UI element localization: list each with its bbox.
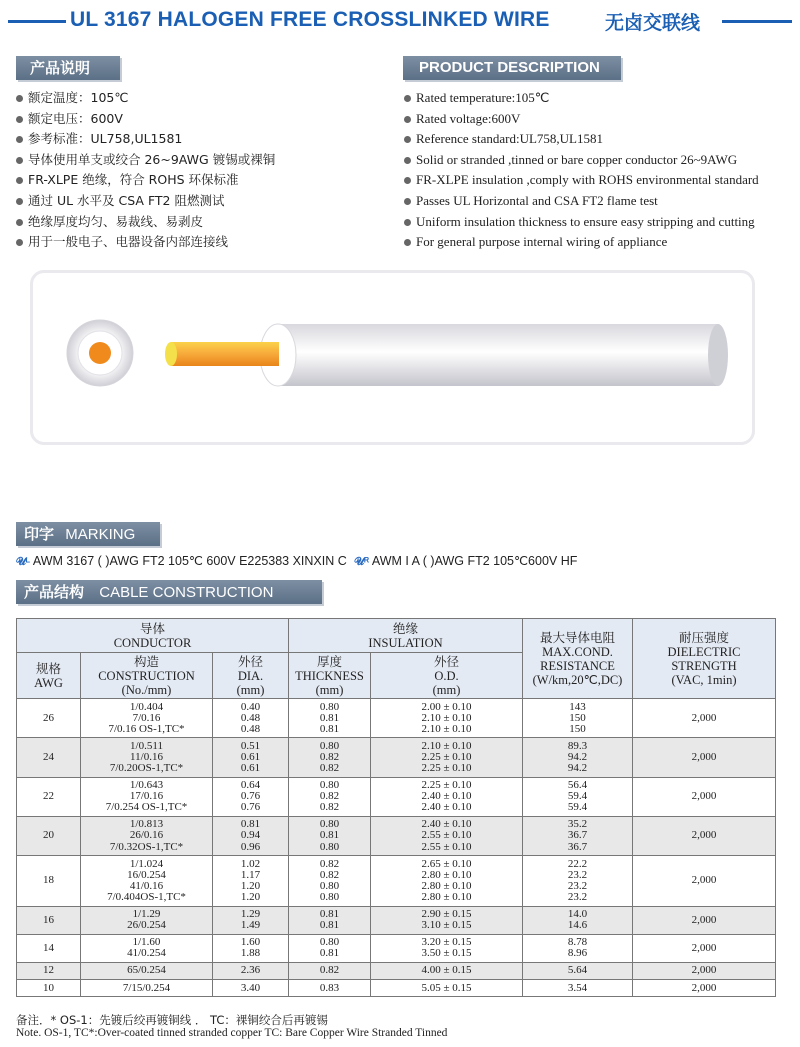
resistance-cell-line: 36.7 bbox=[567, 840, 588, 853]
od-cell-line: 3.20 ± 0.15 bbox=[421, 936, 472, 949]
construction-cell-line: 1/0.813 bbox=[129, 818, 164, 831]
construction-cell-line: 1/1.29 bbox=[132, 908, 161, 921]
section-heading-desc-cn: 产品说明 bbox=[16, 56, 120, 80]
construction-cell-line: 1/0.511 bbox=[130, 739, 163, 752]
thickness-cell bbox=[289, 934, 371, 962]
construction-heading-en: CABLE CONSTRUCTION bbox=[99, 584, 274, 601]
ul-listed-mark-icon: 𝓤ᴸ bbox=[16, 556, 31, 568]
thickness-cell-line: 0.81 bbox=[319, 947, 340, 960]
dia-cell bbox=[213, 856, 289, 906]
construction-cell-line: 1/0.404 bbox=[129, 700, 164, 713]
resistance-cell bbox=[523, 777, 633, 816]
dia-cell-line: 0.64 bbox=[240, 779, 261, 792]
awg-cell: 20 bbox=[17, 816, 81, 855]
section-heading-desc-en: PRODUCT DESCRIPTION bbox=[403, 56, 621, 80]
desc-cn-item: 额定电压：600V bbox=[14, 109, 275, 130]
thickness-cell-line: 0.82 bbox=[319, 868, 340, 881]
thickness-cell-line: 0.81 bbox=[319, 722, 340, 735]
resistance-cell-line: 23.2 bbox=[567, 890, 588, 903]
note-en: Note. OS-1, TC*:Over-coated tinned stranded copper TC: Bare Copper Wire Stranded Tinned bbox=[16, 1027, 448, 1039]
resistance-cell-line: 36.7 bbox=[567, 829, 588, 842]
dia-cell-line: 1.17 bbox=[240, 868, 261, 881]
resistance-cell bbox=[523, 699, 633, 738]
construction-cell-line: 1/0.643 bbox=[129, 779, 164, 792]
dia-cell-line: 0.81 bbox=[240, 818, 261, 831]
construction-cell bbox=[81, 699, 213, 738]
od-cell-line: 2.55 ± 0.10 bbox=[421, 829, 472, 842]
desc-list-en bbox=[402, 88, 759, 253]
dia-cell-line: 0.61 bbox=[240, 750, 261, 763]
page-title: UL 3167 HALOGEN FREE CROSSLINKED WIRE bbox=[70, 8, 550, 31]
construction-cell-line: 41/0.16 bbox=[129, 879, 164, 892]
thickness-cell bbox=[289, 906, 371, 934]
awg-cell: 22 bbox=[17, 777, 81, 816]
desc-cn-item: 通过 UL 水平及 CSA FT2 阻燃测试 bbox=[14, 191, 275, 212]
awg-cell: 26 bbox=[17, 699, 81, 738]
dia-cell-line: 0.76 bbox=[240, 801, 261, 814]
dia-cell bbox=[213, 934, 289, 962]
table-row bbox=[17, 699, 776, 738]
dia-cell-line: 0.61 bbox=[240, 761, 261, 774]
od-cell-line: 2.25 ± 0.10 bbox=[421, 779, 472, 792]
desc-en-item: Rated temperature:105℃ bbox=[402, 88, 759, 109]
resistance-cell-line: 150 bbox=[569, 722, 586, 735]
desc-cn-item: 用于一般电子、电器设备内部连接线 bbox=[14, 232, 275, 253]
thickness-header: 厚度 THICKNESS (mm) bbox=[289, 653, 371, 699]
od-header: 外径 O.D. (mm) bbox=[371, 653, 523, 699]
od-cell bbox=[371, 906, 523, 934]
resistance-header: 最大导体电阻 MAX.COND. RESISTANCE (W/km,20℃,DC) bbox=[523, 619, 633, 699]
construction-cell bbox=[81, 856, 213, 906]
wire-side-view bbox=[165, 324, 728, 386]
od-cell-line: 3.10 ± 0.15 bbox=[421, 919, 472, 932]
dia-cell bbox=[213, 699, 289, 738]
od-cell-line: 2.80 ± 0.10 bbox=[421, 879, 472, 892]
dia-cell-line: 0.48 bbox=[240, 711, 261, 724]
thickness-cell-line: 0.80 bbox=[319, 700, 340, 713]
thickness-cell-line: 0.82 bbox=[319, 964, 340, 977]
desc-cn-item: 参考标准：UL758,UL1581 bbox=[14, 129, 275, 150]
desc-en-item: Solid or stranded ,tinned or bare copper conductor 26~9AWG bbox=[402, 150, 759, 171]
thickness-cell bbox=[289, 856, 371, 906]
resistance-cell-line: 94.2 bbox=[567, 761, 588, 774]
page-title-cn: 无卤交联线 bbox=[605, 12, 701, 34]
resistance-cell-line: 89.3 bbox=[567, 739, 588, 752]
resistance-cell-line: 14.0 bbox=[567, 908, 588, 921]
wire-drawing bbox=[33, 273, 752, 442]
thickness-cell-line: 0.82 bbox=[319, 801, 340, 814]
resistance-cell-line: 94.2 bbox=[567, 750, 588, 763]
desc-list-cn bbox=[14, 88, 275, 253]
dielectric-cell: 2,000 bbox=[633, 934, 776, 962]
desc-en-item: Rated voltage:600V bbox=[402, 109, 759, 130]
awg-cell: 24 bbox=[17, 738, 81, 777]
construction-cell-line: 17/0.16 bbox=[129, 790, 164, 803]
thickness-cell-line: 0.81 bbox=[319, 829, 340, 842]
ul-recognized-mark-icon: 𝓤ᴿ bbox=[354, 556, 370, 568]
dia-header: 外径 DIA. (mm) bbox=[213, 653, 289, 699]
thickness-cell bbox=[289, 777, 371, 816]
table-row bbox=[17, 980, 776, 997]
thickness-cell-line: 0.81 bbox=[319, 908, 340, 921]
od-cell-line: 2.65 ± 0.10 bbox=[421, 857, 472, 870]
dia-cell bbox=[213, 962, 289, 979]
desc-en-item: FR-XLPE insulation ,comply with ROHS environmental standard bbox=[402, 170, 759, 191]
construction-cell-line: 7/0.16 OS-1,TC* bbox=[108, 722, 185, 735]
od-cell-line: 2.90 ± 0.15 bbox=[421, 908, 472, 921]
construction-col-header: 构造 CONSTRUCTION (No./mm) bbox=[81, 653, 213, 699]
thickness-cell-line: 0.81 bbox=[319, 711, 340, 724]
resistance-cell-line: 35.2 bbox=[567, 818, 588, 831]
dia-cell-line: 1.60 bbox=[240, 936, 261, 949]
construction-cell bbox=[81, 962, 213, 979]
thickness-cell bbox=[289, 699, 371, 738]
dia-cell-line: 3.40 bbox=[240, 981, 261, 994]
table-row bbox=[17, 738, 776, 777]
thickness-cell bbox=[289, 962, 371, 979]
thickness-cell-line: 0.80 bbox=[319, 739, 340, 752]
od-cell-line: 2.10 ± 0.10 bbox=[421, 711, 472, 724]
od-cell-line: 4.00 ± 0.15 bbox=[421, 964, 472, 977]
title-rule-left bbox=[8, 20, 66, 23]
resistance-cell-line: 3.54 bbox=[567, 981, 588, 994]
page-header bbox=[0, 6, 800, 36]
od-cell-line: 2.40 ± 0.10 bbox=[421, 818, 472, 831]
resistance-cell-line: 143 bbox=[569, 700, 586, 713]
dielectric-cell: 2,000 bbox=[633, 738, 776, 777]
dielectric-cell: 2,000 bbox=[633, 980, 776, 997]
resistance-cell bbox=[523, 934, 633, 962]
od-cell-line: 2.10 ± 0.10 bbox=[421, 739, 472, 752]
dia-cell-line: 0.51 bbox=[240, 739, 261, 752]
dia-cell bbox=[213, 738, 289, 777]
od-cell bbox=[371, 980, 523, 997]
resistance-cell-line: 56.4 bbox=[567, 779, 588, 792]
resistance-cell-line: 22.2 bbox=[567, 857, 588, 870]
awg-cell: 10 bbox=[17, 980, 81, 997]
dia-cell-line: 0.48 bbox=[240, 722, 261, 735]
od-cell bbox=[371, 699, 523, 738]
thickness-cell-line: 0.82 bbox=[319, 857, 340, 870]
dielectric-cell: 2,000 bbox=[633, 906, 776, 934]
desc-en-item: Uniform insulation thickness to ensure easy stripping and cutting bbox=[402, 212, 759, 233]
table-row bbox=[17, 962, 776, 979]
thickness-cell-line: 0.81 bbox=[319, 919, 340, 932]
od-cell bbox=[371, 962, 523, 979]
od-cell-line: 2.10 ± 0.10 bbox=[421, 722, 472, 735]
desc-en-item: For general purpose internal wiring of appliance bbox=[402, 232, 759, 253]
dia-cell-line: 1.88 bbox=[240, 947, 261, 960]
section-heading-construction bbox=[16, 580, 322, 604]
dia-cell-line: 1.20 bbox=[240, 890, 261, 903]
construction-cell-line: 1/1.60 bbox=[132, 936, 161, 949]
od-cell-line: 3.50 ± 0.15 bbox=[421, 947, 472, 960]
dielectric-cell: 2,000 bbox=[633, 962, 776, 979]
od-cell bbox=[371, 856, 523, 906]
construction-cell bbox=[81, 906, 213, 934]
od-cell-line: 2.40 ± 0.10 bbox=[421, 790, 472, 803]
resistance-cell-line: 5.64 bbox=[567, 964, 588, 977]
marking-text-1: AWM 3167 ( )AWG FT2 105℃ 600V E225383 XINXIN C bbox=[32, 554, 347, 568]
dia-cell-line: 1.29 bbox=[240, 908, 261, 921]
table-row bbox=[17, 906, 776, 934]
dia-cell bbox=[213, 980, 289, 997]
awg-cell: 14 bbox=[17, 934, 81, 962]
construction-cell bbox=[81, 934, 213, 962]
dia-cell-line: 1.49 bbox=[240, 919, 261, 932]
construction-cell-line: 16/0.254 bbox=[127, 868, 166, 881]
construction-cell-line: 7/0.20OS-1,TC* bbox=[109, 761, 184, 774]
cross-section-icon bbox=[67, 320, 133, 386]
desc-en-item: Reference standard:UL758,UL1581 bbox=[402, 129, 759, 150]
construction-cell bbox=[81, 777, 213, 816]
marking-heading-cn: 印字 bbox=[24, 525, 55, 543]
dia-cell bbox=[213, 777, 289, 816]
construction-cell bbox=[81, 980, 213, 997]
thickness-cell-line: 0.82 bbox=[319, 761, 340, 774]
construction-cell-line: 26/0.16 bbox=[129, 829, 164, 842]
thickness-cell-line: 0.82 bbox=[319, 750, 340, 763]
construction-cell-line: 7/0.404OS-1,TC* bbox=[107, 890, 186, 903]
thickness-cell-line: 0.80 bbox=[319, 840, 340, 853]
resistance-cell-line: 59.4 bbox=[567, 790, 588, 803]
thickness-cell-line: 0.80 bbox=[319, 779, 340, 792]
resistance-cell-line: 14.6 bbox=[567, 919, 588, 932]
od-cell-line: 2.80 ± 0.10 bbox=[421, 868, 472, 881]
resistance-cell bbox=[523, 962, 633, 979]
dielectric-cell: 2,000 bbox=[633, 816, 776, 855]
desc-cn-item: 绝缘厚度均匀、易裁线、易剥皮 bbox=[14, 212, 275, 233]
od-cell bbox=[371, 738, 523, 777]
thickness-cell-line: 0.80 bbox=[319, 879, 340, 892]
thickness-cell bbox=[289, 980, 371, 997]
construction-cell bbox=[81, 738, 213, 777]
construction-cell bbox=[81, 816, 213, 855]
construction-cell-line: 7/0.16 bbox=[132, 711, 161, 724]
awg-cell: 18 bbox=[17, 856, 81, 906]
dielectric-cell: 2,000 bbox=[633, 699, 776, 738]
marking-heading-en: MARKING bbox=[65, 526, 136, 543]
construction-cell-line: 1/1.024 bbox=[129, 857, 164, 870]
resistance-cell-line: 8.96 bbox=[567, 947, 588, 960]
thickness-cell-line: 0.80 bbox=[319, 818, 340, 831]
construction-cell-line: 7/0.254 OS-1,TC* bbox=[105, 801, 188, 814]
thickness-cell-line: 0.80 bbox=[319, 936, 340, 949]
desc-cn-item: 导体使用单支或绞合 26~9AWG 镀锡或裸铜 bbox=[14, 150, 275, 171]
od-cell bbox=[371, 934, 523, 962]
dia-cell-line: 0.96 bbox=[240, 840, 261, 853]
table-row bbox=[17, 777, 776, 816]
dia-cell-line: 0.40 bbox=[240, 700, 261, 713]
thickness-cell bbox=[289, 738, 371, 777]
construction-cell-line: 7/0.32OS-1,TC* bbox=[109, 840, 184, 853]
resistance-cell-line: 23.2 bbox=[567, 868, 588, 881]
conductor-header: 导体 CONDUCTOR bbox=[17, 619, 289, 653]
dia-cell bbox=[213, 906, 289, 934]
dia-cell-line: 0.94 bbox=[240, 829, 261, 842]
marking-text-2: AWM I A ( )AWG FT2 105℃600V HF bbox=[371, 554, 578, 568]
insulation-header: 绝缘 INSULATION bbox=[289, 619, 523, 653]
thickness-cell-line: 0.80 bbox=[319, 890, 340, 903]
od-cell-line: 2.00 ± 0.10 bbox=[421, 700, 472, 713]
dia-cell-line: 1.02 bbox=[240, 857, 261, 870]
resistance-cell-line: 59.4 bbox=[567, 801, 588, 814]
dia-cell-line: 0.76 bbox=[240, 790, 261, 803]
construction-cell-line: 11/0.16 bbox=[130, 750, 163, 763]
od-cell-line: 5.05 ± 0.15 bbox=[421, 981, 472, 994]
dia-cell-line: 1.20 bbox=[240, 879, 261, 892]
table-row bbox=[17, 816, 776, 855]
table-row bbox=[17, 856, 776, 906]
dielectric-cell: 2,000 bbox=[633, 777, 776, 816]
cable-construction-table bbox=[16, 618, 776, 997]
resistance-cell bbox=[523, 980, 633, 997]
awg-cell: 16 bbox=[17, 906, 81, 934]
resistance-cell bbox=[523, 816, 633, 855]
awg-cell: 12 bbox=[17, 962, 81, 979]
resistance-cell bbox=[523, 856, 633, 906]
construction-cell-line: 7/15/0.254 bbox=[122, 981, 171, 994]
resistance-cell-line: 8.78 bbox=[567, 936, 588, 949]
resistance-cell-line: 150 bbox=[569, 711, 586, 724]
thickness-cell-line: 0.82 bbox=[319, 790, 340, 803]
note-cn: 备注．* OS-1：先镀后绞再镀铜线 ． TC：裸铜绞合后再镀锡 bbox=[16, 1013, 328, 1027]
desc-cn-item: 额定温度：105℃ bbox=[14, 88, 275, 109]
thickness-cell bbox=[289, 816, 371, 855]
desc-en-item: Passes UL Horizontal and CSA FT2 flame test bbox=[402, 191, 759, 212]
od-cell-line: 2.25 ± 0.10 bbox=[421, 761, 472, 774]
od-cell-line: 2.40 ± 0.10 bbox=[421, 801, 472, 814]
wire-illustration bbox=[30, 270, 755, 445]
thickness-cell-line: 0.83 bbox=[319, 981, 340, 994]
title-rule-right bbox=[722, 20, 792, 23]
resistance-cell-line: 23.2 bbox=[567, 879, 588, 892]
construction-cell-line: 65/0.254 bbox=[127, 964, 166, 977]
construction-cell-line: 41/0.254 bbox=[127, 947, 166, 960]
dielectric-cell: 2,000 bbox=[633, 856, 776, 906]
dia-cell-line: 2.36 bbox=[240, 964, 261, 977]
resistance-cell bbox=[523, 738, 633, 777]
section-heading-marking bbox=[16, 522, 160, 546]
dia-cell bbox=[213, 816, 289, 855]
od-cell bbox=[371, 777, 523, 816]
od-cell-line: 2.80 ± 0.10 bbox=[421, 890, 472, 903]
desc-cn-item: FR-XLPE 绝缘，符合 ROHS 环保标准 bbox=[14, 170, 275, 191]
od-cell-line: 2.25 ± 0.10 bbox=[421, 750, 472, 763]
resistance-cell bbox=[523, 906, 633, 934]
construction-cell-line: 26/0.254 bbox=[127, 919, 166, 932]
awg-header: 规格 AWG bbox=[17, 653, 81, 699]
marking-line bbox=[16, 553, 577, 569]
table-row bbox=[17, 934, 776, 962]
dielectric-header: 耐压强度 DIELECTRIC STRENGTH (VAC, 1min) bbox=[633, 619, 776, 699]
construction-heading-cn: 产品结构 bbox=[24, 583, 85, 601]
od-cell-line: 2.55 ± 0.10 bbox=[421, 840, 472, 853]
od-cell bbox=[371, 816, 523, 855]
